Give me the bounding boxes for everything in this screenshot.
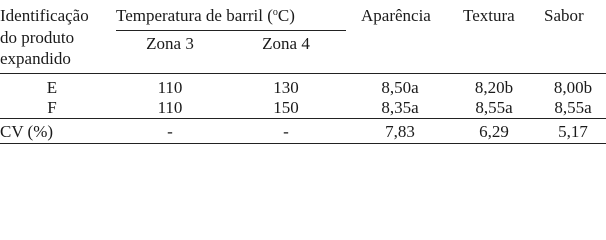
cv-row-label: CV (%) (0, 122, 54, 141)
row-f-zona4: 150 (273, 98, 299, 117)
row-e-id: E (46, 78, 58, 97)
header-aparencia: Aparência (361, 6, 431, 25)
row-e-aparencia: 8,50a (381, 78, 419, 97)
header-zona-4: Zona 4 (262, 34, 310, 53)
header-temperature-group (116, 6, 295, 25)
header-sabor: Sabor (544, 6, 584, 25)
row-e-sabor: 8,00b (553, 78, 593, 97)
cv-row-zona4: - (283, 122, 289, 141)
row-e-textura: 8,20b (474, 78, 514, 97)
cv-row-textura: 6,29 (479, 122, 509, 141)
cv-row-zona3: - (167, 122, 173, 141)
header-zona-3: Zona 3 (146, 34, 194, 53)
row-f-zona3: 110 (157, 98, 183, 117)
header-id-line-1: Identificação (0, 6, 89, 25)
body-bottom-rule (0, 118, 606, 119)
degree-superscript: o (272, 7, 278, 18)
header-textura: Textura (463, 6, 515, 25)
row-f-id: F (47, 98, 57, 117)
header-bottom-rule (0, 73, 606, 74)
header-id-line-2: do produto (0, 28, 75, 47)
cv-row-aparencia: 7,83 (385, 122, 415, 141)
temperature-label-suffix: C) (277, 6, 295, 25)
row-f-sabor: 8,55a (554, 98, 592, 117)
row-e-zona4: 130 (273, 78, 299, 97)
cv-row-sabor: 5,17 (558, 122, 588, 141)
row-f-textura: 8,55a (475, 98, 513, 117)
table-bottom-rule (0, 143, 606, 144)
row-f-aparencia: 8,35a (381, 98, 419, 117)
row-e-zona3: 110 (157, 78, 183, 97)
zones-underline (116, 30, 346, 31)
header-id-line-3: expandido (0, 49, 71, 68)
temperature-label-prefix: Temperatura de barril ( (116, 6, 273, 25)
